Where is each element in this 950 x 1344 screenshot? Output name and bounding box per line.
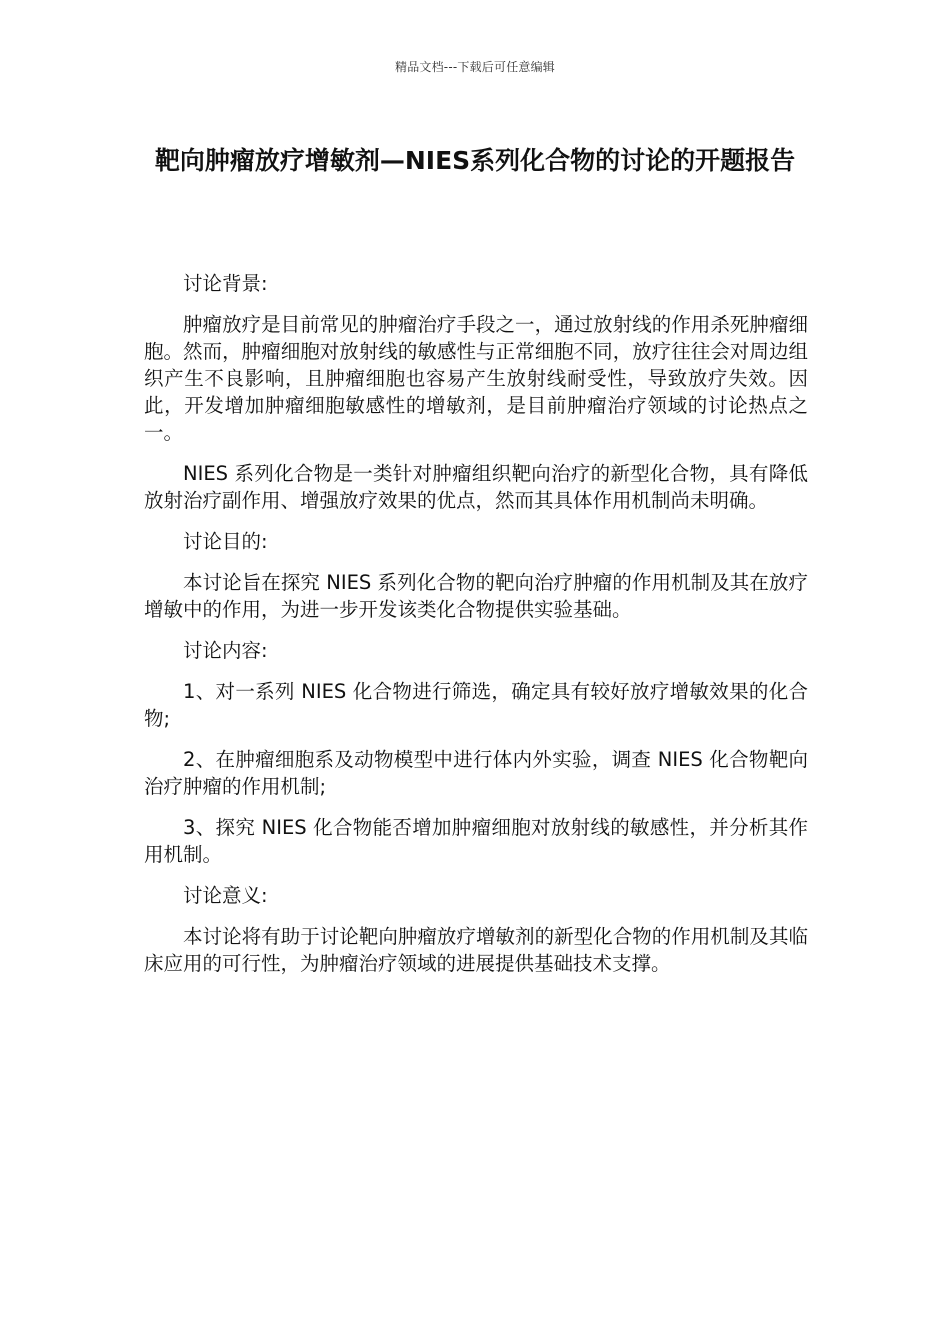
section-heading-content: 讨论内容: xyxy=(183,639,268,662)
document-body xyxy=(144,270,808,991)
header-note: 精品文档---下载后可任意编辑 xyxy=(395,60,555,74)
paragraph-significance-1: 本讨论将有助于讨论靶向肿瘤放疗增敏剂的新型化合物的作用机制及其临床应用的可行性，为肿瘤治疗领域的进展提供基础技术支撑。 xyxy=(144,925,808,975)
list-item-content-2: 2、在肿瘤细胞系及动物模型中进行体内外实验，调查 NIES 化合物靶向治疗肿瘤的作用机制; xyxy=(144,748,808,798)
paragraph-background-1: 肿瘤放疗是目前常见的肿瘤治疗手段之一，通过放射线的作用杀死肿瘤细胞。然而，肿瘤细胞对放射线的敏感性与正常细胞不同，放疗往往会对周边组织产生不良影响，且肿瘤细胞也容易产生放射线耐受性，导致放疗失效。因此，开发增加肿瘤细胞敏感性的增敏剂，是目前肿瘤治疗领域的讨论热点之一。 xyxy=(144,313,808,444)
document-title: 靶向肿瘤放疗增敏剂—NIES系列化合物的讨论的开题报告 xyxy=(154,146,796,175)
list-item-content-1: 1、对一系列 NIES 化合物进行筛选，确定具有较好放疗增敏效果的化合物; xyxy=(144,680,808,730)
list-item-content-3: 3、探究 NIES 化合物能否增加肿瘤细胞对放射线的敏感性，并分析其作用机制。 xyxy=(144,816,808,866)
section-heading-purpose: 讨论目的: xyxy=(183,530,268,553)
paragraph-background-2: NIES 系列化合物是一类针对肿瘤组织靶向治疗的新型化合物，具有降低放射治疗副作用、增强放疗效果的优点，然而其具体作用机制尚未明确。 xyxy=(144,462,808,512)
section-heading-significance: 讨论意义: xyxy=(183,884,268,907)
section-heading-background: 讨论背景: xyxy=(183,272,268,295)
paragraph-purpose-1: 本讨论旨在探究 NIES 系列化合物的靶向治疗肿瘤的作用机制及其在放疗增敏中的作用，为进一步开发该类化合物提供实验基础。 xyxy=(144,571,808,621)
